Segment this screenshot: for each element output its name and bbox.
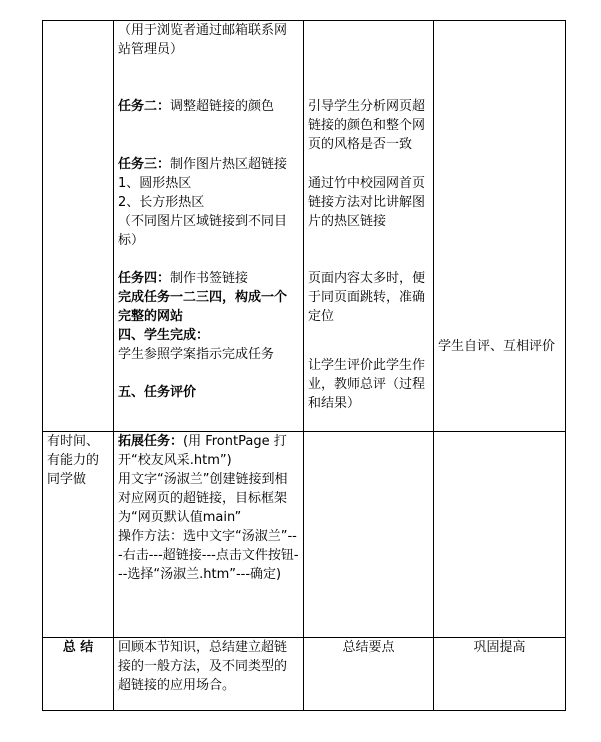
evaluation-text: 学生自评、互相评价	[438, 339, 556, 354]
extension-task: 用文字“汤淑兰”创建链接到相对应网页的超链接，目标框架为“网页默认值main”	[118, 472, 288, 525]
cell-ext-col1	[43, 432, 114, 638]
guide-text-3: 页面内容太多时，便于同页面跳转，准确定位	[308, 271, 426, 324]
note-email: （用于浏览者通过邮箱联系网站管理员）	[118, 23, 288, 57]
summary-consolidate: 巩固提高	[434, 638, 566, 711]
task2-label: 任务二：	[118, 99, 171, 114]
extension-label: 拓展任务：	[118, 434, 184, 449]
cell-main-col1	[43, 21, 114, 432]
summary-heading: 总 结	[43, 638, 114, 711]
extension-audience: 有时间、有能力的同学做	[47, 434, 100, 487]
cell-main-col2	[114, 21, 304, 432]
extension-method: 操作方法：选中文字“汤淑兰”---右击---超链接---点击文件按钮---选择“汤淑兰.htm”---确定)	[118, 529, 299, 582]
section4-text: 学生参照学案指示完成任务	[118, 347, 275, 362]
cell-ext-col2	[114, 432, 304, 638]
task4-text: 制作书签链接	[170, 271, 249, 286]
task3-text: 制作图片热区超链接	[170, 157, 288, 172]
extension-intro: (用 FrontPage 打开“校友风采.htm”)	[118, 434, 287, 468]
cell-main-col4	[434, 21, 566, 432]
table-row-summary	[43, 638, 566, 711]
task2-line	[118, 97, 299, 116]
task2-text: 调整超链接的颜色	[170, 99, 275, 114]
cell-ext-col3	[304, 432, 434, 638]
summary-description: 回顾本节知识，总结建立超链接的一般方法，及不同类型的超链接的应用场合。	[114, 638, 304, 711]
task4-line	[118, 269, 299, 288]
task3-line	[118, 155, 299, 174]
table-row-extension	[43, 432, 566, 638]
table-row-main	[43, 21, 566, 432]
summary-key-points: 总结要点	[304, 638, 434, 711]
guide-text-4: 让学生评价此学生作业，教师总评（过程和结果）	[308, 358, 426, 411]
task3-item-1: 1、圆形热区	[118, 176, 192, 191]
task3-label: 任务三：	[118, 157, 171, 172]
extension-intro-line	[118, 432, 299, 470]
complete-tasks: 完成任务一二三四，构成一个完整的网站	[118, 290, 288, 324]
task3-note: （不同图片区域链接到不同目标）	[118, 214, 288, 248]
guide-text-1: 引导学生分析网页超链接的颜色和整个网页的风格是否一致	[308, 99, 426, 152]
lesson-plan-table	[42, 20, 566, 711]
task4-label: 任务四：	[118, 271, 171, 286]
cell-main-col3	[304, 21, 434, 432]
guide-text-2: 通过竹中校园网首页链接方法对比讲解图片的热区链接	[308, 176, 426, 229]
task3-item-2: 2、长方形热区	[118, 195, 205, 210]
cell-ext-col4	[434, 432, 566, 638]
section5-title: 五、任务评价	[118, 385, 197, 400]
section4-title: 四、学生完成：	[118, 328, 210, 343]
